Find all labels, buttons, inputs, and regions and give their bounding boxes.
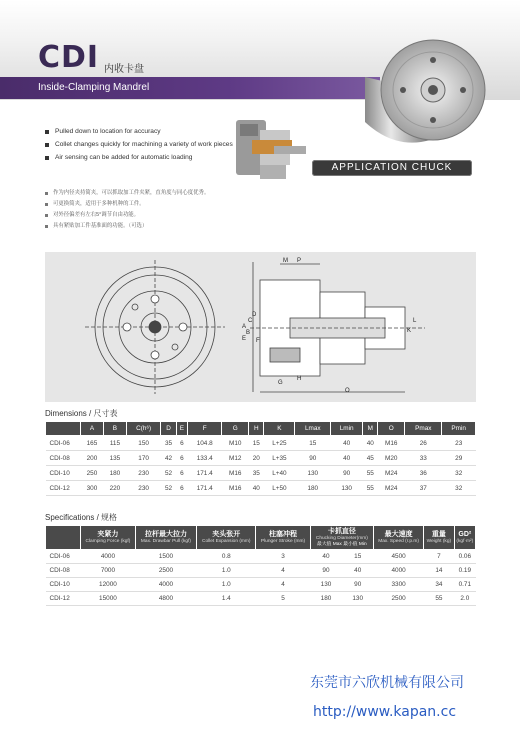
table-cell: 45 [363, 451, 378, 466]
table-cell: 4500 [374, 550, 424, 564]
table-cell: M24 [378, 481, 405, 496]
table-cell: 0.06 [454, 550, 475, 564]
table-cell: 90 [310, 564, 342, 578]
table-cell: 40 [310, 550, 342, 564]
table-cell: 171.4 [188, 481, 222, 496]
specifications-col-header [454, 526, 475, 550]
bullet-icon [45, 214, 48, 217]
table-cell: 4000 [135, 578, 196, 592]
specifications-col-header [256, 526, 310, 550]
table-cell: 2500 [135, 564, 196, 578]
bullet-icon [45, 203, 48, 206]
dim-label-h: H [297, 376, 302, 382]
dim-label-l: L [413, 318, 417, 324]
table-cell: CDI-12 [46, 481, 81, 496]
table-cell: 130 [295, 466, 331, 481]
model-name-en: Inside-Clamping Mandrel [38, 82, 150, 93]
header-cn: 夹头张开 [212, 531, 241, 538]
list-item: Pulled down to location for accuracy [45, 128, 255, 136]
dimensions-col-header: K [264, 422, 295, 436]
table-cell: 29 [442, 451, 476, 466]
bullet-icon [45, 130, 49, 134]
header-cn: 夹紧力 [97, 531, 119, 538]
table-cell: 37 [405, 481, 442, 496]
table-row [46, 550, 476, 564]
table-cell: 1500 [135, 550, 196, 564]
table-cell: 7000 [81, 564, 136, 578]
table-cell: 35 [161, 436, 176, 451]
dimensions-col-header: Pmax [405, 422, 442, 436]
table-cell: 130 [331, 481, 363, 496]
header-en: Clamping Force (kgf) [85, 539, 131, 544]
table-cell: L+50 [264, 481, 295, 496]
table-cell: 1.0 [197, 578, 256, 592]
table-cell: 165 [81, 436, 104, 451]
header-en: Max. Drawbar Pull (kgf) [140, 539, 192, 544]
table-row [46, 592, 476, 606]
table-cell: 4000 [374, 564, 424, 578]
table-cell: L+35 [264, 451, 295, 466]
specifications-col-header [197, 526, 256, 550]
dim-label-e: E [242, 336, 247, 342]
table-cell: CDI-12 [46, 592, 81, 606]
table-cell: 52 [161, 466, 176, 481]
table-cell: 3 [256, 550, 310, 564]
dimensions-title: Dimensions / 尺寸表 [45, 409, 118, 418]
bullet-icon [45, 192, 48, 195]
list-item: 对外径偏差有左右5°调节自由功能。 [45, 212, 275, 219]
table-cell: 133.4 [188, 451, 222, 466]
application-badge: APPLICATION CHUCK [312, 160, 472, 176]
table-cell: 32 [442, 481, 476, 496]
header-en: Weight (kg) [426, 539, 452, 544]
drawing-svg [45, 252, 476, 402]
dim-label-c: C [248, 318, 253, 324]
header-sub-max: 最大值 Max [317, 542, 342, 547]
table-cell: L+25 [264, 436, 295, 451]
header-en: Max. Speed (r.p.m) [378, 539, 419, 544]
header-cn: 卡抓直径 [327, 528, 356, 535]
specifications-title: Specifications / 规格 [45, 513, 118, 522]
table-cell: 26 [405, 436, 442, 451]
table-cell: 55 [424, 592, 454, 606]
cutaway-illustration [230, 110, 310, 190]
table-cell: 55 [363, 481, 378, 496]
table-row [46, 466, 476, 481]
dimensions-col-header: C(h⁶) [126, 422, 161, 436]
dim-label-a: A [242, 324, 247, 330]
table-cell: 230 [126, 466, 161, 481]
table-cell: M16 [222, 466, 249, 481]
table-cell: 6 [176, 451, 187, 466]
dim-label-f: F [256, 338, 260, 344]
bullet-icon [45, 156, 49, 160]
header-sub-min: 最小值 Min [343, 542, 367, 547]
table-cell: 52 [161, 481, 176, 496]
table-cell: 2500 [374, 592, 424, 606]
specifications-table [45, 525, 476, 606]
specifications-col-header [135, 526, 196, 550]
dimensions-col-header [46, 422, 81, 436]
dimensions-col-header: D [161, 422, 176, 436]
table-cell: 230 [126, 481, 161, 496]
table-cell: 150 [126, 436, 161, 451]
table-cell: 200 [81, 451, 104, 466]
table-cell: 40 [249, 481, 264, 496]
table-cell: 5 [256, 592, 310, 606]
table-cell: 1.0 [197, 564, 256, 578]
header-en: Plunger Stroke (mm) [260, 539, 306, 544]
dimensions-col-header: B [103, 422, 126, 436]
website-link[interactable]: http://www.kapan.cc [313, 704, 457, 720]
table-row [46, 578, 476, 592]
table-cell: 15 [295, 436, 331, 451]
table-cell: 115 [103, 436, 126, 451]
dim-label-p: P [297, 258, 302, 264]
company-name: 东莞市六欣机械有限公司 [310, 674, 464, 690]
table-cell: 14 [424, 564, 454, 578]
bullet-icon [45, 225, 48, 228]
features-cn-list [45, 190, 275, 234]
model-title: CDI [38, 40, 100, 75]
table-cell: 0.8 [197, 550, 256, 564]
dimensions-col-header: M [363, 422, 378, 436]
specifications-col-header [46, 526, 81, 550]
table-row [46, 481, 476, 496]
list-item: 作为内径夹持简夹，可以抓取加工件夹紧，直角度与同心度优秀。 [45, 190, 275, 197]
specifications-col-header [310, 526, 373, 550]
table-cell: 40 [342, 564, 374, 578]
table-cell: CDI-06 [46, 436, 81, 451]
table-cell: 4 [256, 564, 310, 578]
dim-label-o: O [345, 388, 350, 394]
table-cell: 36 [405, 466, 442, 481]
dimensions-col-header: E [176, 422, 187, 436]
table-cell: 4000 [81, 550, 136, 564]
list-item: 具有紧贴加工件基准面的功能。（可选） [45, 223, 275, 230]
header-en: Chucking Diameter(mm) [315, 536, 368, 541]
table-cell: 130 [310, 578, 342, 592]
dim-label-m: M [283, 258, 288, 264]
table-cell: M20 [378, 451, 405, 466]
table-cell: CDI-08 [46, 451, 81, 466]
header-cn: 重量 [431, 531, 446, 538]
dimensions-col-header: F [188, 422, 222, 436]
table-cell: 90 [342, 578, 374, 592]
table-cell: 32 [442, 466, 476, 481]
table-cell: 0.19 [454, 564, 475, 578]
list-item: 可更换简夹，适用于多种机种的工件。 [45, 201, 275, 208]
list-item: Air sensing can be added for automatic loading [45, 154, 255, 162]
table-cell: 6 [176, 436, 187, 451]
table-cell: 3300 [374, 578, 424, 592]
table-cell: M10 [222, 436, 249, 451]
table-cell: 250 [81, 466, 104, 481]
list-item: Collet changes quickly for machining a variety of work pieces [45, 141, 255, 149]
table-cell: 90 [295, 451, 331, 466]
dim-label-g: G [278, 380, 283, 386]
table-cell: 15000 [81, 592, 136, 606]
table-cell: 130 [342, 592, 374, 606]
specifications-col-header [424, 526, 454, 550]
specifications-col-header [374, 526, 424, 550]
table-cell: 135 [103, 451, 126, 466]
table-cell: 20 [249, 451, 264, 466]
table-cell: 0.71 [454, 578, 475, 592]
technical-drawing [45, 252, 476, 402]
dim-label-b: B [246, 330, 251, 336]
header-cn: 最大速度 [384, 531, 413, 538]
table-cell: 180 [295, 481, 331, 496]
table-cell: M12 [222, 451, 249, 466]
dim-label-d: D [252, 312, 257, 318]
table-cell: M16 [378, 436, 405, 451]
table-cell: M16 [222, 481, 249, 496]
table-cell: CDI-06 [46, 550, 81, 564]
table-cell: M24 [378, 466, 405, 481]
table-cell: 40 [331, 451, 363, 466]
dimensions-col-header: Lmax [295, 422, 331, 436]
bullet-icon [45, 143, 49, 147]
table-cell: 1.4 [197, 592, 256, 606]
table-cell: 23 [442, 436, 476, 451]
table-cell: 40 [331, 436, 363, 451]
table-cell: 40 [363, 436, 378, 451]
table-cell: 34 [424, 578, 454, 592]
table-row [46, 564, 476, 578]
table-cell: 35 [249, 466, 264, 481]
table-cell: 180 [103, 466, 126, 481]
table-cell: 170 [126, 451, 161, 466]
table-cell: 6 [176, 481, 187, 496]
dimensions-col-header: O [378, 422, 405, 436]
dimensions-col-header: Lmin [331, 422, 363, 436]
specifications-col-header [81, 526, 136, 550]
table-row [46, 436, 476, 451]
table-cell: 15 [249, 436, 264, 451]
table-cell: 42 [161, 451, 176, 466]
dimensions-col-header: H [249, 422, 264, 436]
table-cell: 4 [256, 578, 310, 592]
table-row [46, 451, 476, 466]
chuck-product-photo [355, 22, 490, 152]
table-cell: CDI-10 [46, 466, 81, 481]
table-cell: 180 [310, 592, 342, 606]
table-cell: 104.8 [188, 436, 222, 451]
dim-label-k: K [407, 328, 412, 334]
table-cell: CDI-08 [46, 564, 81, 578]
table-cell: 2.0 [454, 592, 475, 606]
header-en: Collet Expansion (mm) [201, 539, 251, 544]
table-cell: 171.4 [188, 466, 222, 481]
dimensions-table [45, 421, 476, 496]
table-cell: 15 [342, 550, 374, 564]
table-cell: L+40 [264, 466, 295, 481]
header-en: (kgf·m²) [456, 539, 474, 544]
table-cell: 220 [103, 481, 126, 496]
table-cell: 12000 [81, 578, 136, 592]
table-cell: 33 [405, 451, 442, 466]
table-cell: 4800 [135, 592, 196, 606]
header-cn: 柱塞冲程 [269, 531, 298, 538]
dimensions-col-header: A [81, 422, 104, 436]
model-name-cn: 内收卡盘 [104, 64, 144, 75]
table-cell: 90 [331, 466, 363, 481]
table-cell: 300 [81, 481, 104, 496]
dimensions-col-header: Pmin [442, 422, 476, 436]
table-cell: 6 [176, 466, 187, 481]
header-cn: GD² [458, 531, 472, 538]
table-cell: 55 [363, 466, 378, 481]
dimensions-col-header: G [222, 422, 249, 436]
header-cn: 拉杆最大拉力 [144, 531, 187, 538]
features-en-list [45, 128, 255, 167]
table-cell: 7 [424, 550, 454, 564]
table-cell: CDI-10 [46, 578, 81, 592]
